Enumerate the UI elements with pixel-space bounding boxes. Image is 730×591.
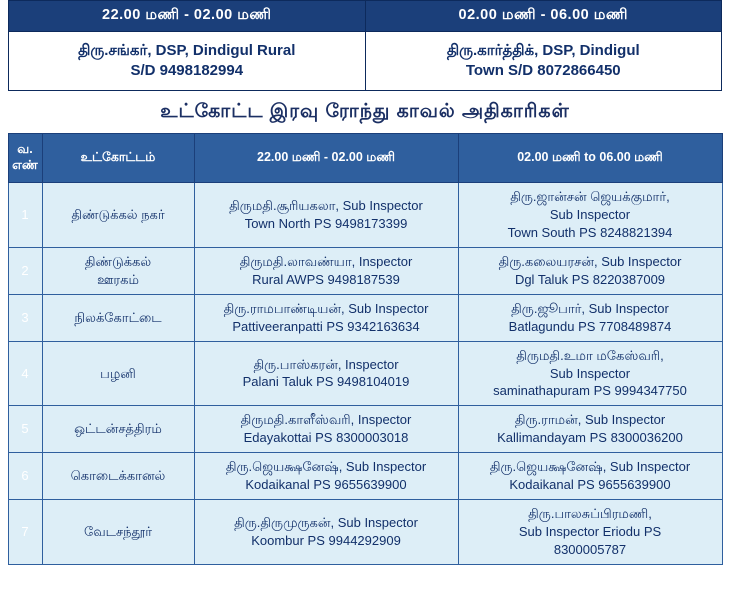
row-shift-2: திரு.பாலசுப்பிரமணி, Sub Inspector Eriodu PS 8300005787 xyxy=(458,500,722,565)
row-subdivision: திண்டுக்கல் நகர் xyxy=(42,183,194,248)
table-header-row xyxy=(8,134,722,183)
row-sno: 4 xyxy=(8,341,42,406)
table-row xyxy=(8,500,722,565)
top-officer-row xyxy=(9,32,722,91)
row-sno: 3 xyxy=(8,294,42,341)
top-shift-header-2: 02.00 மணி - 06.00 மணி xyxy=(365,1,722,32)
page-title: உட்கோட்ட இரவு ரோந்து காவல் அதிகாரிகள் xyxy=(160,101,570,122)
top-officer-2: திரு.கார்த்திக், DSP, Dindigul Town S/D 8072866450 xyxy=(365,32,722,91)
table-row xyxy=(8,406,722,453)
row-shift-2: திருமதி.உமா மகேஸ்வரி, Sub Inspector saminathapuram PS 9994347750 xyxy=(458,341,722,406)
column-header-subdivision: உட்கோட்டம் xyxy=(42,134,194,183)
top-shift-header-1: 22.00 மணி - 02.00 மணி xyxy=(9,1,366,32)
table-row xyxy=(8,294,722,341)
row-subdivision: திண்டுக்கல் ஊரகம் xyxy=(42,247,194,294)
row-shift-1: திருமதி.காளீஸ்வரி, Inspector Edayakottai PS 8300003018 xyxy=(194,406,458,453)
row-sno: 7 xyxy=(8,500,42,565)
row-sno: 6 xyxy=(8,453,42,500)
row-shift-1: திரு.ராமபாண்டியன், Sub Inspector Pattiveeranpatti PS 9342163634 xyxy=(194,294,458,341)
table-row xyxy=(8,341,722,406)
table-row xyxy=(8,453,722,500)
top-shift-header-row xyxy=(9,1,722,32)
column-header-sno: வ. எண் xyxy=(8,134,42,183)
row-subdivision: ஒட்டன்சத்திரம் xyxy=(42,406,194,453)
row-sno: 1 xyxy=(8,183,42,248)
row-sno: 2 xyxy=(8,247,42,294)
row-shift-2: திரு.ஜெயக்ஷனேஷ், Sub Inspector Kodaikanal PS 9655639900 xyxy=(458,453,722,500)
column-header-shift-1: 22.00 மணி - 02.00 மணி xyxy=(194,134,458,183)
row-sno: 5 xyxy=(8,406,42,453)
row-shift-2: திரு.ஜான்சன் ஜெயக்குமார், Sub Inspector Town South PS 8248821394 xyxy=(458,183,722,248)
row-subdivision: கொடைக்கானல் xyxy=(42,453,194,500)
row-shift-2: திரு.ஜூபார், Sub Inspector Batlagundu PS 7708489874 xyxy=(458,294,722,341)
row-shift-2: திரு.கலையரசன், Sub Inspector Dgl Taluk PS 8220387009 xyxy=(458,247,722,294)
row-subdivision: நிலக்கோட்டை xyxy=(42,294,194,341)
table-row xyxy=(8,247,722,294)
row-subdivision: பழனி xyxy=(42,341,194,406)
duty-roster-table xyxy=(8,133,723,565)
row-shift-1: திரு.திருமுருகன், Sub Inspector Koombur PS 9944292909 xyxy=(194,500,458,565)
table-row xyxy=(8,183,722,248)
column-header-shift-2: 02.00 மணி to 06.00 மணி xyxy=(458,134,722,183)
row-shift-1: திருமதி.சூரியகலா, Sub Inspector Town North PS 9498173399 xyxy=(194,183,458,248)
table-body xyxy=(8,183,722,565)
top-officer-1: திரு.சங்கர், DSP, Dindigul Rural S/D 9498182994 xyxy=(9,32,366,91)
row-shift-1: திரு.ஜெயக்ஷனேஷ், Sub Inspector Kodaikanal PS 9655639900 xyxy=(194,453,458,500)
row-shift-1: திருமதி.லாவண்யா, Inspector Rural AWPS 9498187539 xyxy=(194,247,458,294)
row-shift-2: திரு.ராமன், Sub Inspector Kallimandayam PS 8300036200 xyxy=(458,406,722,453)
row-subdivision: வேடசந்தூர் xyxy=(42,500,194,565)
row-shift-1: திரு.பாஸ்கரன், Inspector Palani Taluk PS 9498104019 xyxy=(194,341,458,406)
top-officers-table xyxy=(8,0,722,91)
